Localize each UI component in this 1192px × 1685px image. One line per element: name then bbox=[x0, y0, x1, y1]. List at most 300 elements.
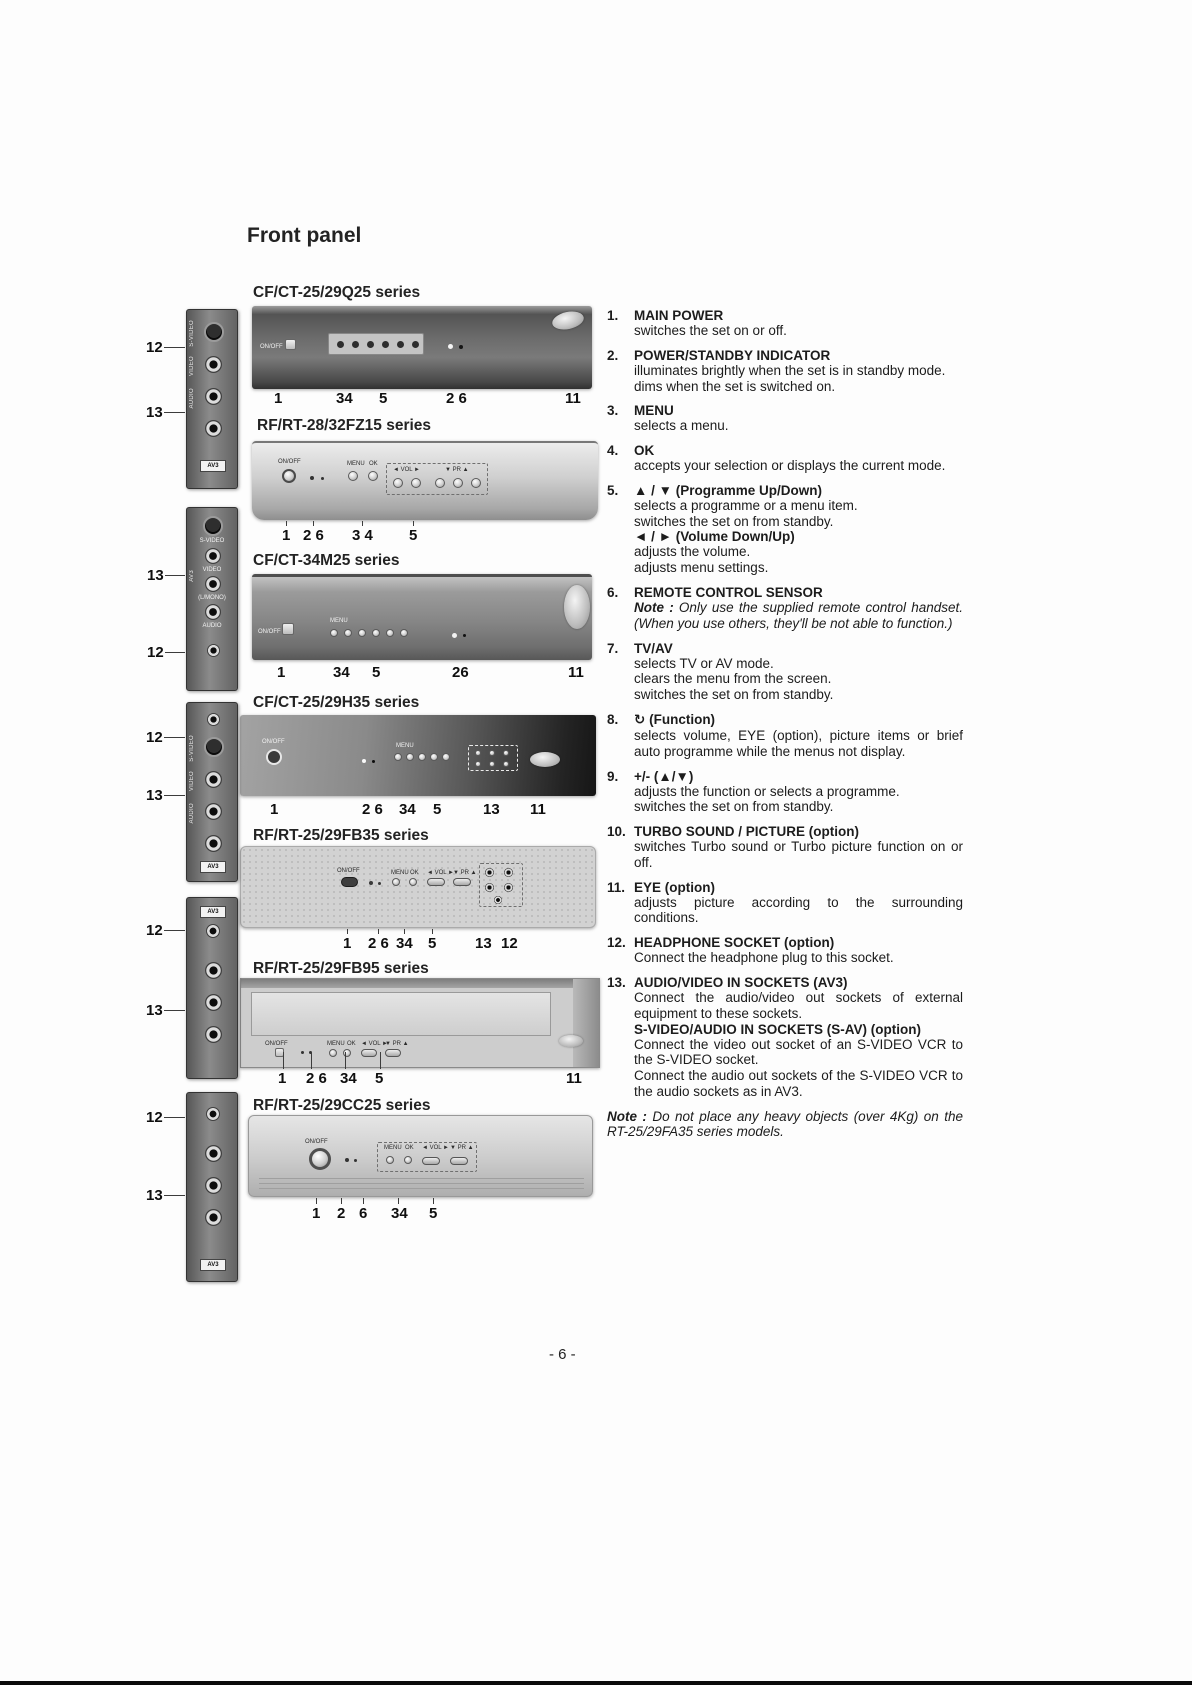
volume-rocker bbox=[422, 1157, 440, 1165]
ok-label: OK bbox=[369, 461, 378, 467]
turbo-cluster bbox=[468, 745, 518, 771]
callout-34: 34 bbox=[391, 1205, 408, 1222]
leader-line bbox=[165, 575, 185, 576]
video-jack-icon bbox=[205, 1145, 222, 1162]
callout-1: 1 bbox=[277, 664, 286, 681]
description-item-9 bbox=[607, 769, 963, 816]
volume-rocker bbox=[361, 1049, 377, 1057]
control-button bbox=[489, 761, 495, 767]
audio-jack-icon bbox=[205, 1177, 222, 1194]
item-number: 12. bbox=[607, 935, 626, 951]
mono-label: (L/MONO) bbox=[198, 595, 226, 601]
video-jack-icon bbox=[205, 771, 222, 788]
standby-indicator-led bbox=[362, 759, 366, 763]
standby-indicator-led bbox=[452, 633, 457, 638]
leader-line bbox=[164, 1010, 185, 1011]
item-title: REMOTE CONTROL SENSOR bbox=[634, 585, 823, 601]
item-number: 1. bbox=[607, 308, 619, 323]
audio-jack-icon bbox=[205, 1026, 222, 1043]
description-item-11 bbox=[607, 880, 963, 927]
item-title: ▲ / ▼ (Programme Up/Down) bbox=[634, 482, 822, 498]
programme-button bbox=[430, 753, 438, 761]
video-jack-icon bbox=[205, 548, 221, 564]
programme-label: ▼ PR ▲ bbox=[453, 870, 477, 876]
series-label-q25: CF/CT-25/29Q25 series bbox=[253, 284, 421, 301]
leader-line bbox=[311, 1052, 312, 1069]
svideo-socket-icon bbox=[203, 516, 223, 536]
description-item-5 bbox=[607, 483, 963, 576]
footnote-text: Do not place any heavy objects (over 4Kg) on the RT-25/29FA35 series models. bbox=[607, 1108, 963, 1140]
item-subtitle: ◄ / ► (Volume Down/Up) bbox=[634, 529, 795, 545]
av3-tag: AV3 bbox=[200, 861, 226, 873]
item-title: MENU bbox=[634, 403, 674, 419]
audio-label: AUDIO bbox=[189, 388, 195, 409]
callout-12: 12 bbox=[146, 729, 163, 746]
tv-front-panel-fb35 bbox=[240, 846, 596, 928]
control-button bbox=[330, 629, 338, 637]
control-button bbox=[400, 629, 408, 637]
item-number: 13. bbox=[607, 974, 626, 990]
remote-sensor-window bbox=[378, 882, 381, 885]
control-button bbox=[352, 341, 359, 348]
callout-12: 12 bbox=[146, 339, 163, 356]
av-jack-icon bbox=[504, 868, 513, 877]
menu-label: MENU bbox=[330, 618, 348, 624]
item-title: AUDIO/VIDEO IN SOCKETS (AV3) bbox=[634, 974, 848, 990]
audio-jack-icon bbox=[205, 420, 222, 437]
item-text: switches the set on or off. bbox=[634, 323, 787, 338]
item-text: Connect the video out socket of an S-VIDEO VCR to the S-VIDEO socket. bbox=[634, 1036, 963, 1068]
av-side-panel bbox=[186, 309, 238, 489]
main-power-button bbox=[266, 749, 282, 765]
programme-up-button bbox=[453, 478, 463, 488]
item-number: 11. bbox=[607, 879, 626, 895]
programme-rocker bbox=[453, 878, 471, 886]
leader-line bbox=[345, 1052, 346, 1069]
callout-2-6: 2 6 bbox=[306, 1070, 327, 1087]
programme-rocker bbox=[450, 1157, 468, 1165]
ok-label: OK bbox=[347, 1041, 356, 1047]
series-label-h35: CF/CT-25/29H35 series bbox=[253, 694, 420, 711]
item-number: 8. bbox=[607, 711, 619, 727]
onoff-label: ON/OFF bbox=[258, 629, 281, 635]
volume-label: ◄ VOL ► bbox=[393, 467, 420, 473]
item-title: TV/AV bbox=[634, 640, 673, 656]
av-side-panel bbox=[186, 507, 238, 691]
menu-label: MENU bbox=[396, 743, 414, 749]
programme-label: ▼ PR ▲ bbox=[445, 467, 469, 473]
item-title bbox=[634, 712, 963, 728]
audio-jack-icon bbox=[205, 1209, 222, 1226]
control-cluster bbox=[377, 1142, 477, 1172]
programme-label: ▼ PR ▲ bbox=[385, 1041, 409, 1047]
callout-11: 11 bbox=[566, 1070, 582, 1087]
control-button bbox=[503, 750, 509, 756]
menu-label: MENU bbox=[384, 1145, 402, 1151]
callout-34: 34 bbox=[336, 390, 353, 407]
programme-down-button bbox=[435, 478, 445, 488]
callout-2-6: 2 6 bbox=[368, 935, 389, 952]
leader-line bbox=[164, 930, 185, 931]
audio-right-jack-icon bbox=[205, 604, 221, 620]
item-text: selects TV or AV mode. bbox=[634, 655, 774, 671]
tv-front-panel-m25 bbox=[252, 574, 592, 660]
control-button bbox=[382, 341, 389, 348]
control-button bbox=[412, 341, 419, 348]
audio-jack-icon bbox=[205, 803, 222, 820]
leader-line bbox=[378, 929, 379, 934]
leader-line bbox=[347, 929, 348, 934]
callout-2: 2 bbox=[337, 1205, 346, 1222]
page-number: - 6 - bbox=[549, 1346, 576, 1363]
audio-label: AUDIO bbox=[202, 623, 222, 629]
menu-button bbox=[329, 1049, 337, 1057]
callout-5: 5 bbox=[433, 801, 442, 818]
tv-front-panel-h35 bbox=[240, 715, 596, 796]
grille-line bbox=[259, 1183, 584, 1184]
audio-jack-icon bbox=[205, 835, 222, 852]
leader-line bbox=[165, 652, 185, 653]
headphone-jack-icon bbox=[206, 924, 220, 938]
volume-down-button bbox=[393, 478, 403, 488]
item-text: accepts your selection or displays the current mode. bbox=[634, 458, 946, 474]
eye-sensor-oval bbox=[551, 309, 586, 332]
main-power-button bbox=[285, 339, 296, 350]
menu-label: MENU bbox=[347, 461, 365, 467]
callout-1: 1 bbox=[274, 390, 283, 407]
remote-sensor-window bbox=[372, 760, 375, 763]
screen-area bbox=[251, 992, 551, 1036]
ok-button bbox=[404, 1156, 412, 1164]
item-title-text: (Function) bbox=[649, 711, 716, 727]
item-text: switches the set on from standby. bbox=[634, 513, 834, 529]
callout-2-6: 2 6 bbox=[446, 390, 467, 407]
item-number: 9. bbox=[607, 768, 619, 784]
audio-jack-icon bbox=[205, 994, 222, 1011]
control-button bbox=[372, 629, 380, 637]
description-item-12 bbox=[607, 935, 963, 966]
series-label-fb35: RF/RT-25/29FB35 series bbox=[253, 827, 429, 844]
remote-sensor-window bbox=[354, 1159, 357, 1162]
menu-button bbox=[392, 878, 400, 886]
tv-front-panel-fz15 bbox=[252, 441, 598, 520]
leader-line bbox=[313, 521, 314, 526]
av-side-panel bbox=[186, 702, 238, 882]
leader-line bbox=[380, 1052, 381, 1069]
eye-sensor-oval bbox=[564, 585, 590, 629]
tv-front-panel-q25 bbox=[252, 306, 592, 389]
leader-line bbox=[164, 412, 185, 413]
av-side-panel bbox=[186, 1092, 238, 1282]
ok-button bbox=[409, 878, 417, 886]
leader-line bbox=[316, 1198, 317, 1204]
programme-label: ▼ PR ▲ bbox=[450, 1145, 474, 1151]
item-text: adjusts menu settings. bbox=[634, 560, 769, 576]
callout-5: 5 bbox=[409, 527, 418, 544]
item-text: switches the set on from standby. bbox=[634, 687, 834, 703]
standby-indicator-led bbox=[369, 881, 373, 885]
callout-1: 1 bbox=[282, 527, 291, 544]
audio-label: AUDIO bbox=[189, 803, 195, 824]
control-button bbox=[397, 341, 404, 348]
menu-button bbox=[348, 471, 358, 481]
control-button bbox=[503, 761, 509, 767]
footnote bbox=[607, 1109, 963, 1141]
callout-12: 12 bbox=[146, 922, 163, 939]
av-jack-icon bbox=[485, 883, 494, 892]
video-label: VIDEO bbox=[189, 771, 195, 792]
tvav-button bbox=[471, 478, 481, 488]
item-text: dims when the set is switched on. bbox=[634, 378, 836, 394]
callout-1: 1 bbox=[278, 1070, 287, 1087]
item-title: POWER/STANDBY INDICATOR bbox=[634, 347, 831, 363]
note-text: Only use the supplied remote control handset. (When you use others, they'll be not able to function.) bbox=[634, 600, 963, 631]
scan-edge-line bbox=[0, 1681, 1192, 1685]
callout-13: 13 bbox=[146, 787, 163, 804]
callout-5: 5 bbox=[379, 390, 388, 407]
page-title: Front panel bbox=[247, 224, 362, 247]
video-jack-icon bbox=[205, 356, 222, 373]
onoff-label: ON/OFF bbox=[278, 459, 301, 465]
control-button-cluster bbox=[328, 333, 424, 355]
callout-13: 13 bbox=[147, 567, 164, 584]
item-subtitle: S-VIDEO/AUDIO IN SOCKETS (S-AV) (option) bbox=[634, 1021, 921, 1037]
callout-34: 34 bbox=[396, 935, 413, 952]
ok-button bbox=[406, 753, 414, 761]
control-button bbox=[475, 750, 481, 756]
tv-front-panel-cc25 bbox=[248, 1115, 593, 1197]
control-button bbox=[386, 629, 394, 637]
standby-indicator-led bbox=[310, 476, 314, 480]
menu-label: MENU bbox=[327, 1041, 345, 1047]
item-text: selects a programme or a menu item. bbox=[634, 497, 858, 513]
onoff-label: ON/OFF bbox=[265, 1041, 288, 1047]
item-title: +/- (▲/▼) bbox=[634, 768, 694, 784]
control-button bbox=[337, 341, 344, 348]
control-button bbox=[358, 629, 366, 637]
callout-5: 5 bbox=[372, 664, 381, 681]
item-note bbox=[634, 600, 963, 632]
item-title: OK bbox=[634, 443, 655, 459]
audio-left-jack-icon bbox=[205, 576, 221, 592]
callout-11: 11 bbox=[530, 801, 546, 818]
leader-line bbox=[398, 1198, 399, 1204]
item-number: 6. bbox=[607, 585, 619, 601]
callout-1: 1 bbox=[270, 801, 279, 818]
eye-sensor-oval bbox=[559, 1035, 583, 1047]
tvav-button bbox=[442, 753, 450, 761]
description-item-7 bbox=[607, 641, 963, 703]
leader-line bbox=[432, 929, 433, 934]
item-text: Connect the audio/video out sockets of external equipment to these sockets. bbox=[634, 989, 963, 1021]
callout-12: 12 bbox=[146, 1109, 163, 1126]
volume-rocker bbox=[427, 878, 445, 886]
ok-button bbox=[368, 471, 378, 481]
callout-2-6: 2 6 bbox=[303, 527, 324, 544]
leader-line bbox=[404, 929, 405, 934]
standby-indicator-led bbox=[345, 1158, 349, 1162]
headphone-jack-icon bbox=[504, 883, 513, 892]
leader-line bbox=[362, 521, 363, 526]
volume-label: ◄ VOL ► bbox=[427, 870, 454, 876]
video-jack-icon bbox=[205, 962, 222, 979]
callout-5: 5 bbox=[429, 1205, 438, 1222]
leader-line bbox=[164, 795, 185, 796]
ok-label: OK bbox=[410, 870, 419, 876]
callout-1: 1 bbox=[343, 935, 352, 952]
av3-tag: AV3 bbox=[189, 570, 195, 582]
ok-label: OK bbox=[405, 1145, 414, 1151]
control-button bbox=[489, 750, 495, 756]
headphone-jack-icon bbox=[206, 1107, 220, 1121]
callout-13: 13 bbox=[146, 404, 163, 421]
item-text: illuminates brightly when the set is in standby mode. bbox=[634, 362, 946, 378]
menu-label: MENU bbox=[391, 870, 409, 876]
video-label: VIDEO bbox=[189, 356, 195, 377]
menu-button bbox=[386, 1156, 394, 1164]
function-rotate-icon: ↻ bbox=[634, 711, 646, 727]
leader-line bbox=[164, 347, 185, 348]
footnote-label: Note : bbox=[607, 1108, 647, 1124]
callout-13: 13 bbox=[475, 935, 492, 952]
item-number: 4. bbox=[607, 443, 619, 459]
descriptions-column bbox=[607, 308, 963, 1140]
svideo-label: S-VIDEO bbox=[199, 538, 225, 544]
callout-26: 26 bbox=[452, 664, 469, 681]
description-item-6 bbox=[607, 585, 963, 632]
callout-11: 11 bbox=[565, 390, 581, 407]
callout-2-6: 2 6 bbox=[362, 801, 383, 818]
leader-line bbox=[283, 1052, 284, 1069]
item-title: MAIN POWER bbox=[634, 308, 724, 323]
item-number: 7. bbox=[607, 640, 619, 656]
description-item-13 bbox=[607, 975, 963, 1100]
control-button bbox=[475, 761, 481, 767]
callout-13: 13 bbox=[483, 801, 500, 818]
callout-13: 13 bbox=[146, 1187, 163, 1204]
onoff-label: ON/OFF bbox=[305, 1139, 328, 1145]
callout-6: 6 bbox=[359, 1205, 368, 1222]
tv-front-panel-fb95 bbox=[240, 978, 600, 1068]
svideo-socket-icon bbox=[204, 322, 224, 342]
video-label: VIDEO bbox=[202, 567, 222, 573]
leader-line bbox=[341, 1198, 342, 1204]
item-number: 5. bbox=[607, 482, 619, 498]
item-number: 3. bbox=[607, 403, 619, 419]
item-text: adjusts the volume. bbox=[634, 544, 751, 560]
headphone-jack-icon bbox=[207, 713, 220, 726]
audio-jack-icon bbox=[205, 388, 222, 405]
headphone-jack-icon bbox=[207, 644, 220, 657]
cabinet-top-edge bbox=[241, 979, 599, 988]
series-label-cc25: RF/RT-25/29CC25 series bbox=[253, 1097, 431, 1114]
description-item-3 bbox=[607, 403, 963, 434]
control-button bbox=[344, 629, 352, 637]
leader-line bbox=[164, 737, 185, 738]
programme-rocker bbox=[385, 1049, 401, 1057]
callout-34: 34 bbox=[399, 801, 416, 818]
item-title: EYE (option) bbox=[634, 879, 715, 895]
svideo-socket-icon bbox=[204, 737, 224, 757]
remote-sensor-window bbox=[463, 634, 466, 637]
callout-13: 13 bbox=[146, 1002, 163, 1019]
av3-tag: AV3 bbox=[200, 906, 226, 918]
svideo-label: S-VIDEO bbox=[189, 735, 195, 762]
description-item-1 bbox=[607, 308, 963, 339]
volume-programme-cluster bbox=[386, 463, 488, 495]
av3-tag: AV3 bbox=[200, 1259, 226, 1271]
item-number: 2. bbox=[607, 347, 619, 363]
leader-line bbox=[413, 521, 414, 526]
av-side-panel bbox=[186, 897, 238, 1079]
item-text: switches the set on from standby. bbox=[634, 799, 834, 815]
onoff-label: ON/OFF bbox=[337, 868, 360, 874]
item-text: adjusts picture according to the surrounding conditions. bbox=[634, 894, 963, 926]
control-button bbox=[367, 341, 374, 348]
callout-11: 11 bbox=[568, 664, 584, 681]
remote-sensor-window bbox=[321, 477, 324, 480]
description-item-2 bbox=[607, 348, 963, 395]
av3-tag: AV3 bbox=[200, 460, 226, 472]
callout-5: 5 bbox=[428, 935, 437, 952]
item-title: TURBO SOUND / PICTURE (option) bbox=[634, 824, 859, 840]
menu-button bbox=[394, 753, 402, 761]
item-text: selects a menu. bbox=[634, 418, 729, 434]
callout-12: 12 bbox=[147, 644, 164, 661]
item-number: 10. bbox=[607, 824, 626, 840]
main-power-button bbox=[282, 469, 296, 483]
callout-34: 34 bbox=[340, 1070, 357, 1087]
volume-label: ◄ VOL ► bbox=[422, 1145, 449, 1151]
item-text: selects volume, EYE (option), picture items or brief auto programme while the menus not display. bbox=[634, 727, 963, 759]
volume-up-button bbox=[411, 478, 421, 488]
grille-line bbox=[259, 1178, 584, 1179]
av-jack-icon bbox=[485, 868, 494, 877]
leader-line bbox=[363, 1198, 364, 1204]
series-label-fz15: RF/RT-28/32FZ15 series bbox=[257, 417, 432, 434]
series-label-m25: CF/CT-34M25 series bbox=[253, 552, 400, 569]
volume-button bbox=[418, 753, 426, 761]
volume-label: ◄ VOL ► bbox=[361, 1041, 388, 1047]
note-label: Note : bbox=[634, 600, 674, 616]
item-title: HEADPHONE SOCKET (option) bbox=[634, 935, 835, 951]
item-text: Connect the audio out sockets of the S-VIDEO VCR to the audio sockets as in AV3. bbox=[634, 1068, 963, 1099]
svideo-label: S-VIDEO bbox=[189, 320, 195, 347]
callout-5: 5 bbox=[375, 1070, 384, 1087]
standby-indicator-led bbox=[301, 1051, 304, 1054]
main-power-button bbox=[309, 1148, 331, 1170]
main-power-button bbox=[341, 877, 358, 887]
onoff-label: ON/OFF bbox=[260, 344, 283, 350]
leader-line bbox=[164, 1117, 185, 1118]
grille-line bbox=[259, 1188, 584, 1189]
callout-3-4: 3 4 bbox=[352, 527, 373, 544]
callout-34: 34 bbox=[333, 664, 350, 681]
callout-1: 1 bbox=[312, 1205, 321, 1222]
item-text: Connect the headphone plug to this socket. bbox=[634, 950, 894, 966]
item-text: clears the menu from the screen. bbox=[634, 671, 832, 687]
remote-sensor-window bbox=[459, 345, 463, 349]
item-text: switches Turbo sound or Turbo picture function on or off. bbox=[634, 839, 963, 870]
callout-12: 12 bbox=[501, 935, 518, 952]
onoff-label: ON/OFF bbox=[262, 739, 285, 745]
standby-indicator-led bbox=[448, 344, 453, 349]
cabinet-right-edge bbox=[573, 979, 599, 1067]
description-item-10 bbox=[607, 824, 963, 871]
item-text: adjusts the function or selects a programme. bbox=[634, 783, 900, 799]
av-jack-icon bbox=[494, 896, 502, 904]
leader-line bbox=[164, 1195, 185, 1196]
